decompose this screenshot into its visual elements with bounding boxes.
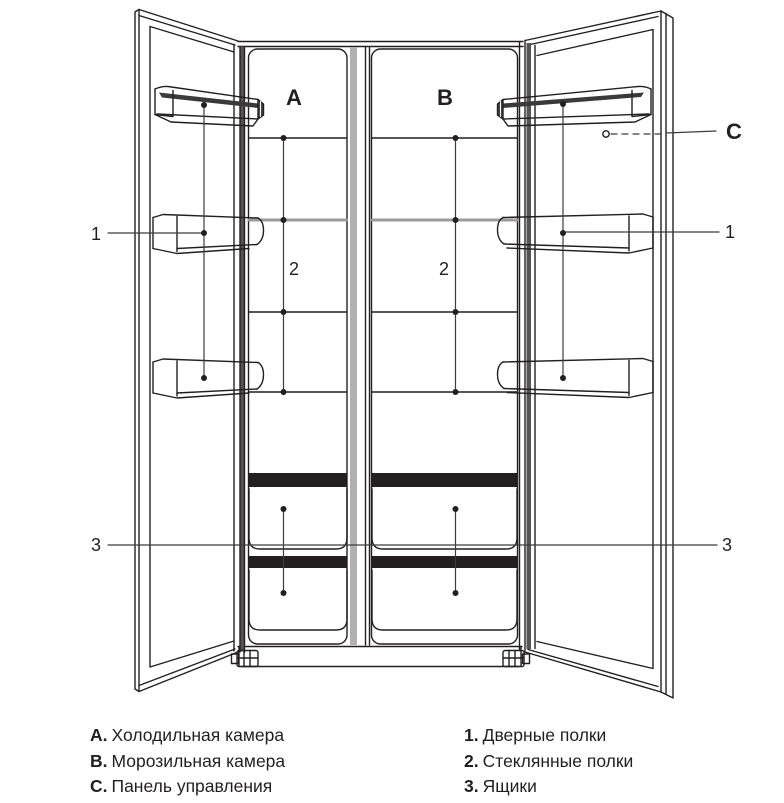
drawer-body: [372, 570, 517, 630]
door-bin: [498, 359, 654, 398]
door-outer-edge: [135, 10, 139, 692]
left-door: [135, 10, 264, 692]
drawers-a: [249, 473, 347, 630]
legend-item-control-panel: [90, 774, 285, 800]
label-compartment-a: A: [286, 85, 302, 110]
door-bin: [498, 214, 654, 253]
center-divider-lines: [366, 47, 370, 645]
label-drawers-right: 3: [721, 535, 733, 555]
label-compartment-b: B: [437, 85, 453, 110]
door-bin: [153, 359, 264, 398]
door-gasket-band: [527, 43, 532, 649]
callout-dots: [201, 101, 566, 596]
drawer-body: [249, 570, 347, 630]
right-door: [498, 11, 674, 698]
control-panel-indicator: [603, 131, 609, 137]
legend-item-drawers: [464, 774, 633, 800]
legend-label: Морозильная камера: [111, 750, 286, 771]
legend-column-letters: [90, 723, 285, 800]
label-door-shelves-right: 1: [724, 222, 736, 242]
label-glass-shelves-b: 2: [438, 259, 450, 279]
legend-item-freezer-compartment: [90, 749, 285, 775]
legend-item-door-shelves: [464, 723, 633, 749]
drawer-body: [372, 489, 517, 549]
label-control-panel: C: [726, 119, 742, 144]
legend-label: Дверные полки: [482, 725, 607, 745]
drawer-rail: [372, 556, 517, 568]
legend-key: B.: [90, 750, 108, 771]
center-divider-band: [350, 47, 357, 645]
drawers-b: [372, 473, 517, 630]
bottom-hinge-right: [503, 651, 530, 667]
legend-key: C.: [90, 776, 108, 796]
legend-label: Ящики: [482, 776, 537, 796]
legend-item-glass-shelves: [464, 749, 633, 775]
label-drawers-left: 3: [90, 535, 102, 555]
drawer-rail: [249, 556, 347, 568]
drawer-body: [249, 489, 347, 549]
door-bin: [155, 86, 264, 126]
drawer-rail: [249, 473, 347, 487]
legend-label: Стеклянные полки: [482, 750, 634, 771]
bin-dark-band: [503, 93, 644, 109]
door-bottom-edge: [525, 650, 661, 693]
legend-label: Холодильная камера: [111, 725, 285, 745]
cabinet-base: [238, 647, 522, 667]
legend-key: 3.: [464, 776, 479, 796]
door-inner-frame: [537, 30, 653, 669]
label-door-shelves-left: 1: [90, 224, 102, 244]
callout-lines: [108, 104, 719, 593]
legend-item-refrigerator-compartment: [90, 723, 285, 749]
door-top-edge: [525, 11, 661, 45]
legend-key: 1.: [464, 725, 479, 745]
door-bin: [498, 86, 652, 126]
legend-key: 2.: [464, 750, 479, 771]
legend-label: Панель управления: [111, 776, 273, 796]
cabinet-top-edge: [238, 42, 523, 47]
label-glass-shelves-a: 2: [288, 259, 300, 279]
cabinet: [238, 42, 523, 667]
door-bin: [153, 215, 264, 254]
door-outer-edge: [661, 11, 673, 698]
drawer-rail: [372, 473, 517, 487]
legend-column-numbers: [464, 723, 633, 800]
legend-key: A.: [90, 725, 108, 745]
